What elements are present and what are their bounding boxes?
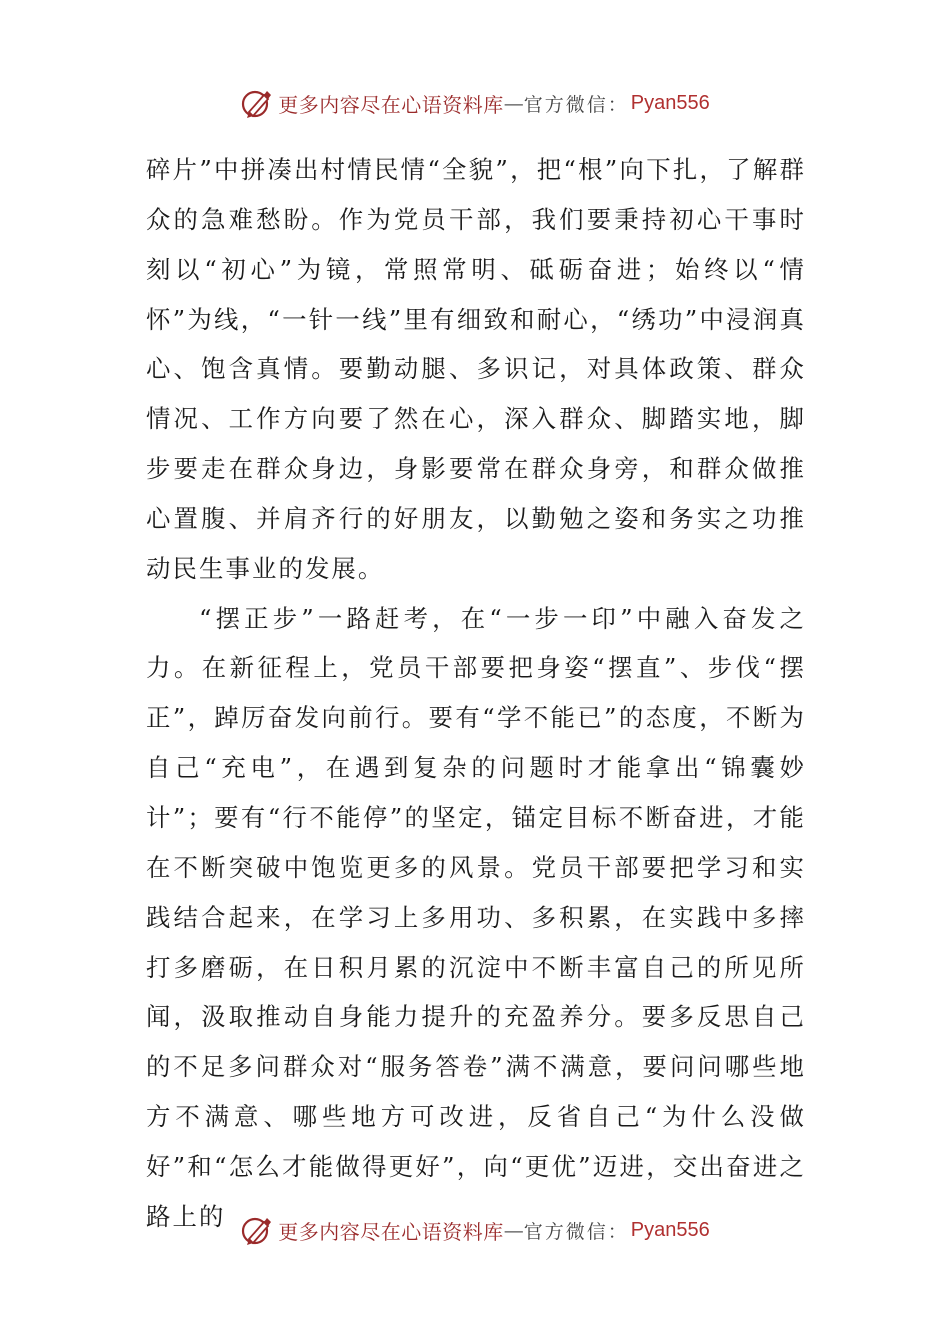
wechat-id: Pyan556 xyxy=(630,1218,710,1241)
wechat-label: 官方微信： xyxy=(523,93,629,116)
wechat-label: 官方微信： xyxy=(523,1220,629,1243)
footer-banner xyxy=(0,1210,950,1250)
paragraph-continued: 碎片”中拼凑出村情民情“全貌”，把“根”向下扎，了解群众的急难愁盼。作为党员干部，我们要秉持初心干事时刻以“初心”为镜，常照常明、砥砺奋进；始终以“情怀”为线，“一针一线”里有细致和耐心，“绣功”中浸润真心、饱含真情。要勤动腿、多识记，对具体政策、群众情况、工作方向要了然在心，深入群众、脚踏实地，脚步要走在群众身边，身影要常在群众身旁，和群众做推心置腹、并肩齐行的好朋友，以勤勉之姿和务实之功推动民生事业的发展。 xyxy=(146,155,806,583)
brand-text: 更多内容尽在心语资料库 xyxy=(278,92,504,117)
pen-logo-icon xyxy=(240,1213,274,1247)
wechat-id: Pyan556 xyxy=(630,91,710,114)
pen-logo-icon xyxy=(240,86,274,120)
paragraph-bai-zheng-bu: “摆正步”一路赶考，在“一步一印”中融入奋发之力。在新征程上，党员干部要把身姿“摆直”、步伐“摆正”，踔厉奋发向前行。要有“学不能已”的态度，不断为自己“充电”，在遇到复杂的问题时才能拿出“锦囊妙计”；要有“行不能停”的坚定，锚定目标不断奋进，才能在不断突破中饱览更多的风景。党员干部要把学习和实践结合起来，在学习上多用功、多积累，在实践中多摔打多磨砺，在日积月累的沉淀中不断丰富自己的所见所闻，汲取推动自身能力提升的充盈养分。要多反思自己的不足多问群众对“服务答卷”满不满意，要问问哪些地方不满意、哪些地方可改进，反省自己“为什么没做好”和“怎么才能做得更好”，向“更优”迈进，交出奋进之路上的 xyxy=(146,603,806,1231)
document-body xyxy=(146,145,806,1242)
brand-text: 更多内容尽在心语资料库 xyxy=(278,1219,504,1244)
banner-separator: — xyxy=(503,91,524,115)
banner-separator: — xyxy=(503,1218,524,1242)
header-banner xyxy=(0,83,950,123)
